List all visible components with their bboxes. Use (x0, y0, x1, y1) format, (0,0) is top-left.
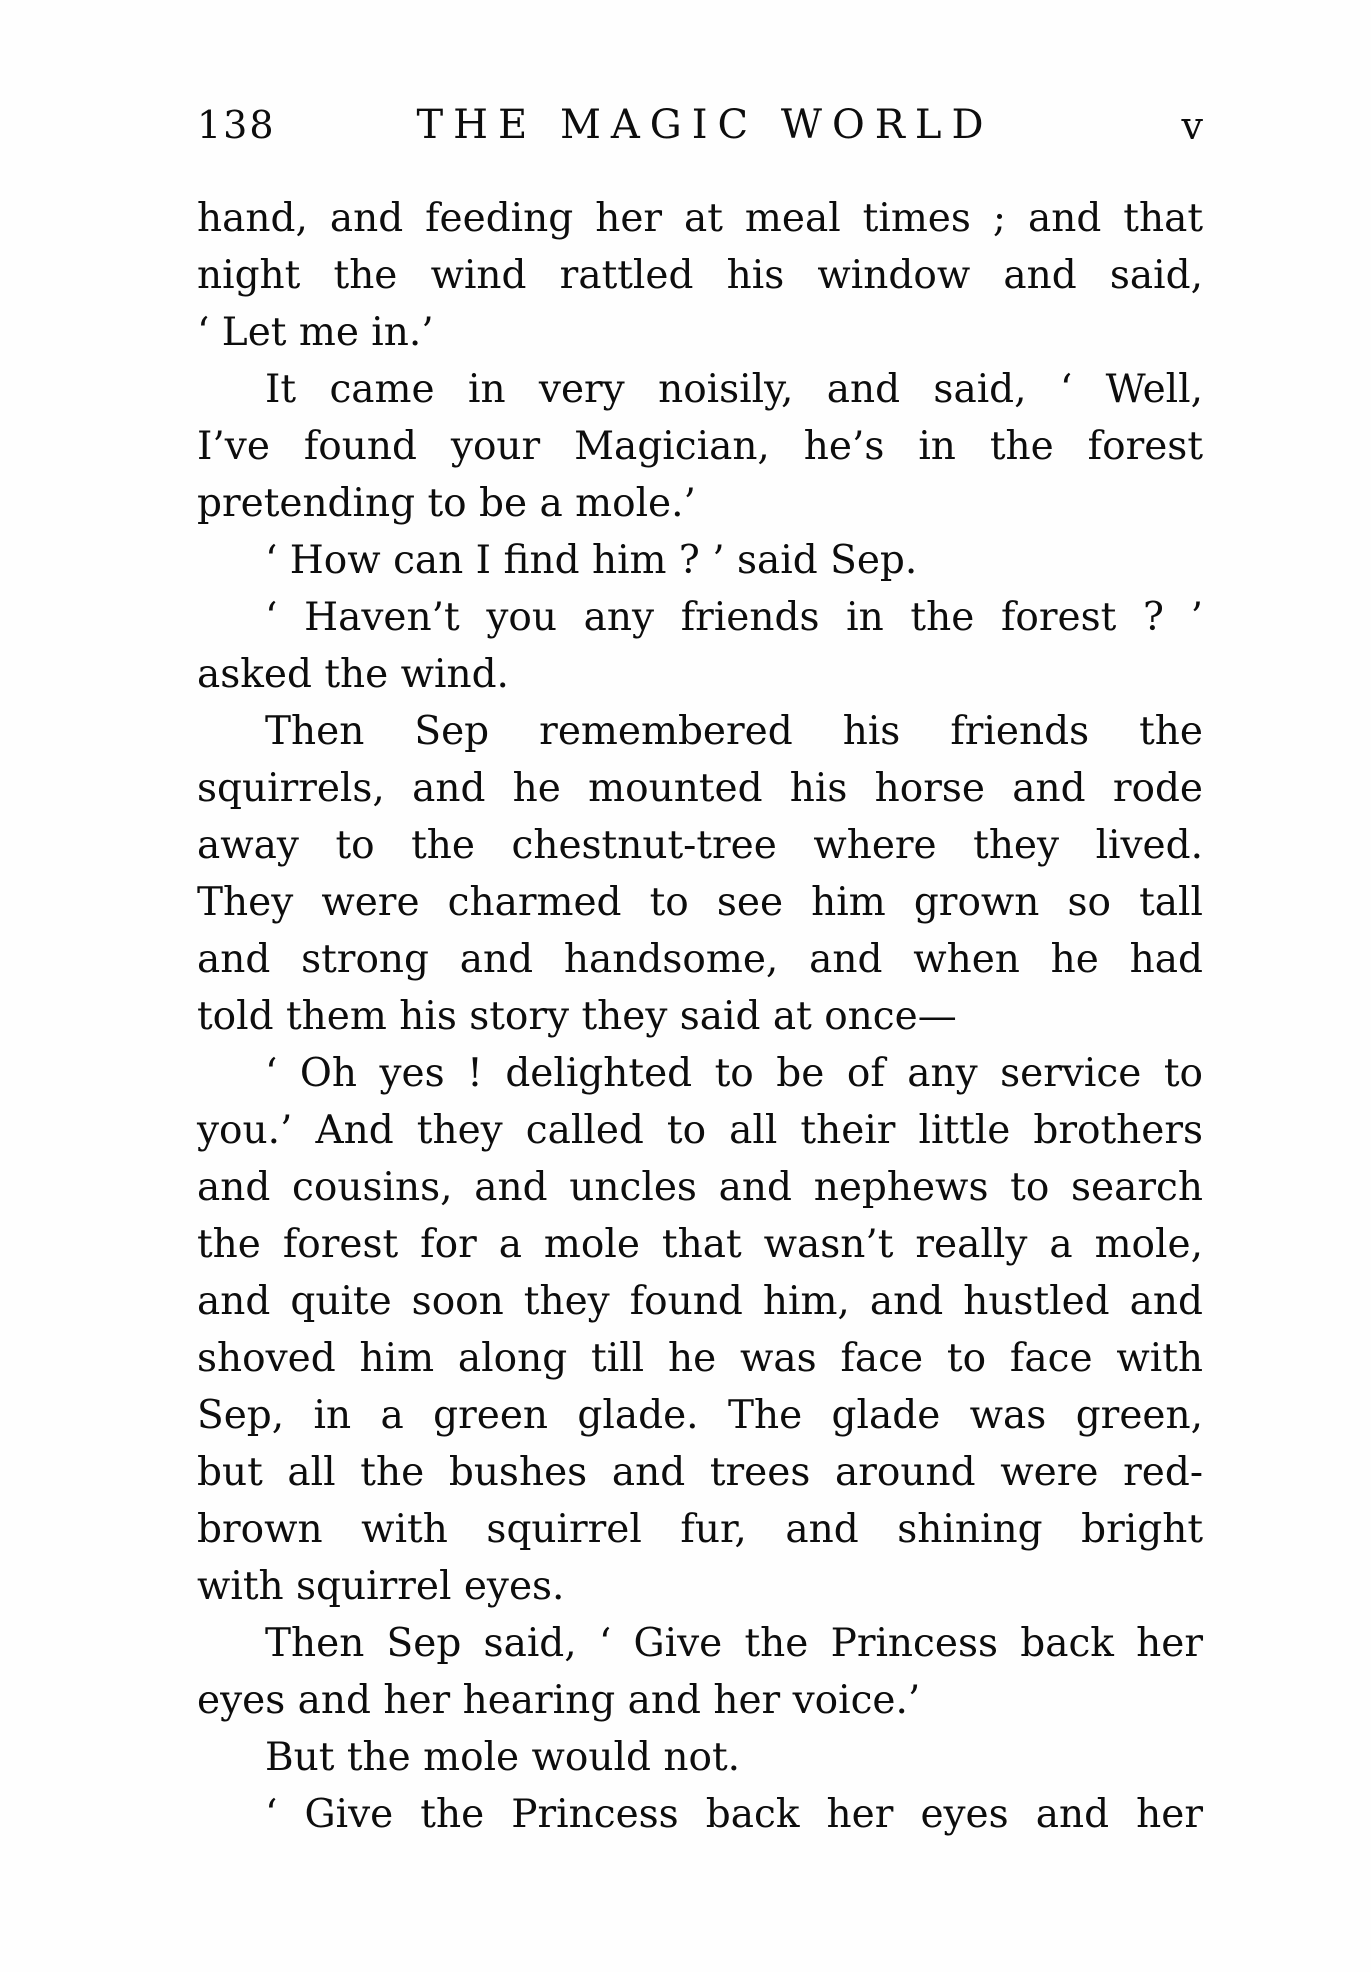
text-line: and strong and handsome, and when he had (197, 937, 1203, 982)
text-line: told them his story they said at once— (197, 994, 957, 1039)
text-line: They were charmed to see him grown so tall (197, 880, 1203, 925)
text-line: with squirrel eyes. (197, 1564, 565, 1609)
text-line: ‘ Haven’t you any friends in the forest ? ’ (265, 595, 1203, 640)
text-line: hand, and feeding her at meal times ; and that (197, 196, 1203, 241)
text-line: ‘ Give the Princess back her eyes and her (265, 1792, 1203, 1837)
body-text (197, 190, 1203, 1843)
text-line: but all the bushes and trees around were red- (197, 1450, 1203, 1495)
text-line: ‘ Oh yes ! delighted to be of any service to (265, 1051, 1203, 1096)
text-line: asked the wind. (197, 652, 509, 697)
text-line: shoved him along till he was face to face with (197, 1336, 1203, 1381)
text-line: away to the chestnut-tree where they lived. (197, 823, 1203, 868)
text-line: I’ve found your Magician, he’s in the forest (197, 424, 1203, 469)
text-line: It came in very noisily, and said, ‘ Well, (265, 367, 1203, 412)
text-line: Then Sep remembered his friends the (265, 709, 1203, 754)
text-line: eyes and her hearing and her voice.’ (197, 1678, 921, 1723)
text-line: squirrels, and he mounted his horse and rode (197, 766, 1203, 811)
text-line: you.’ And they called to all their little brothers (197, 1108, 1203, 1153)
text-line: Then Sep said, ‘ Give the Princess back her (265, 1621, 1203, 1666)
text-line: the forest for a mole that wasn’t really a mole, (197, 1222, 1203, 1267)
text-line: ‘ Let me in.’ (197, 310, 434, 355)
text-line: ‘ How can I find him ? ’ said Sep. (265, 538, 918, 583)
page-number: 138 (197, 103, 276, 147)
text-line: brown with squirrel fur, and shining bright (197, 1507, 1203, 1552)
text-line: and cousins, and uncles and nephews to search (197, 1165, 1203, 1210)
running-title: THE MAGIC WORLD (416, 102, 994, 148)
text-line: But the mole would not. (265, 1735, 741, 1780)
chapter-numeral: v (1181, 104, 1203, 148)
text-line: pretending to be a mole.’ (197, 481, 696, 526)
text-line: Sep, in a green glade. The glade was green, (197, 1393, 1203, 1438)
running-head (197, 103, 1203, 147)
text-line: night the wind rattled his window and said, (197, 253, 1203, 298)
text-line: and quite soon they found him, and hustled and (197, 1279, 1203, 1324)
